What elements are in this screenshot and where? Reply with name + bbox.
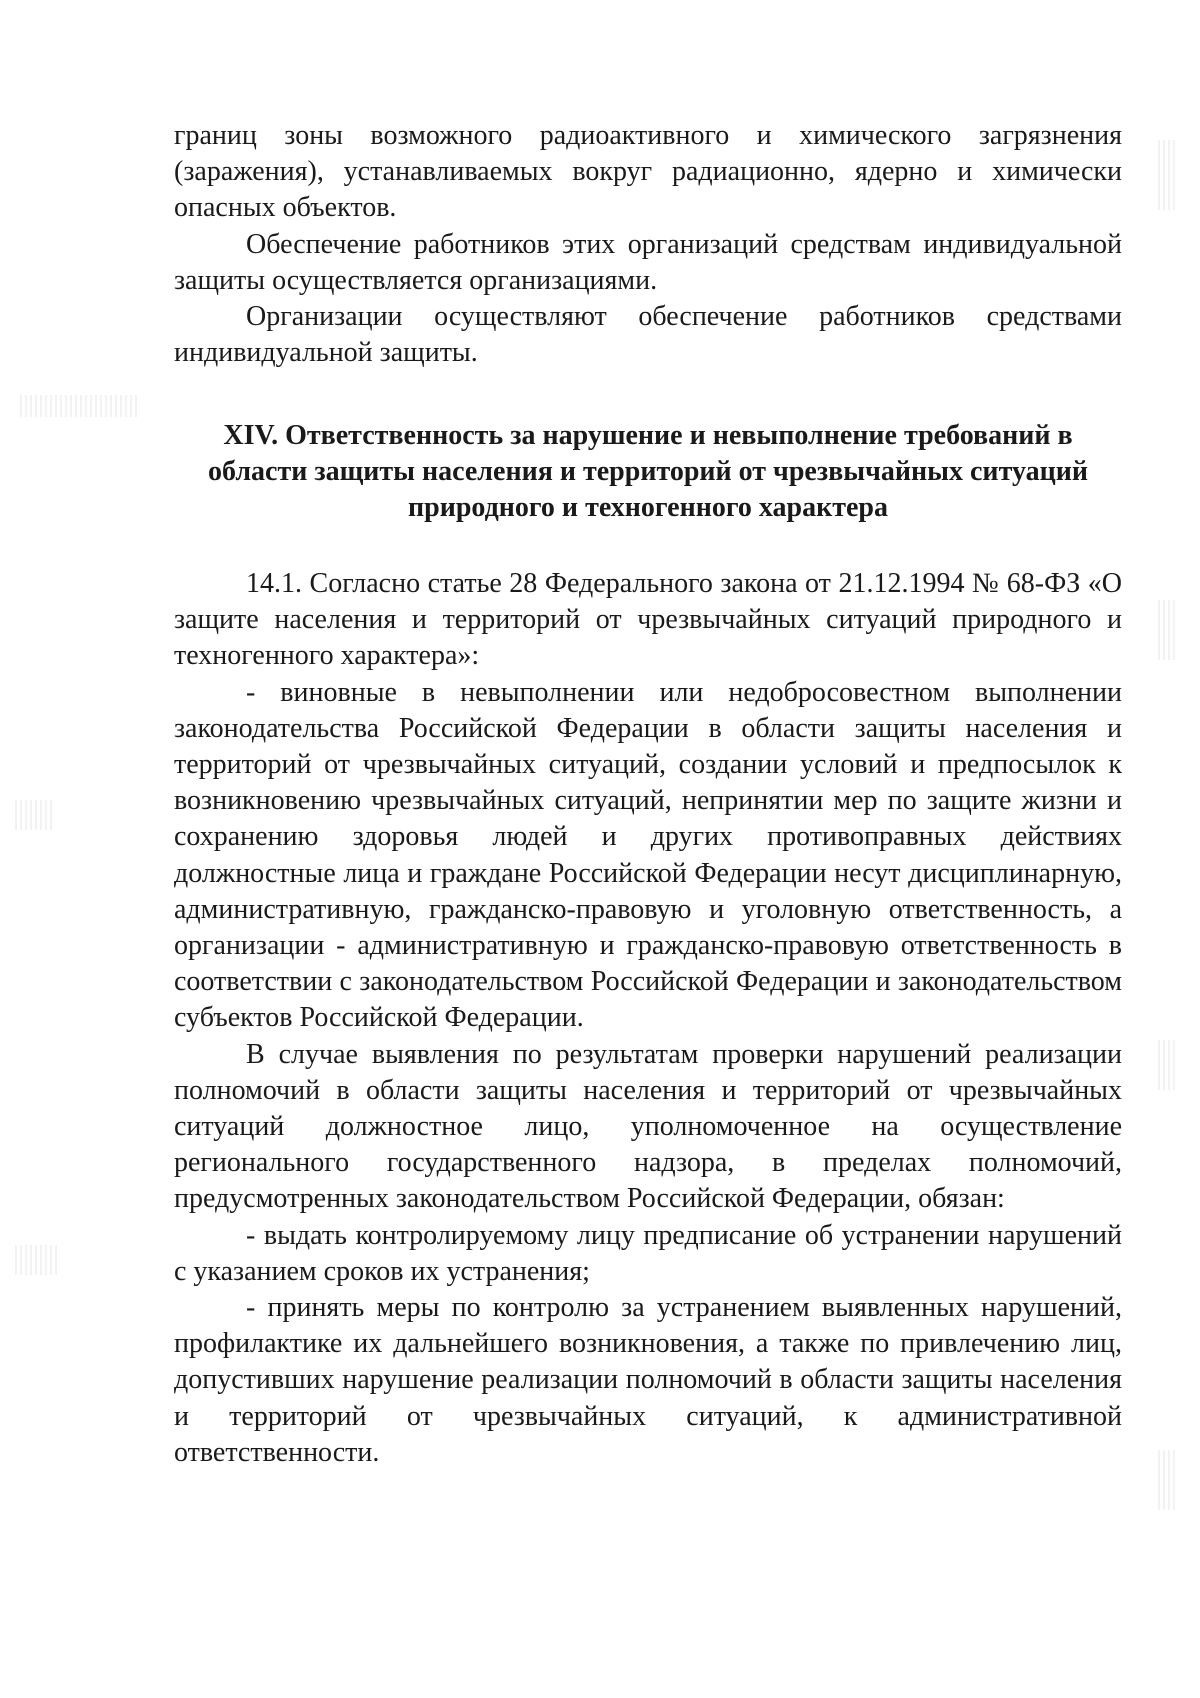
paragraph: - виновные в невыполнении или недобросовестном выполнении законодательства Российской Федерации в области защиты населения и территорий от чрезвычайных ситуаций, создании условий и предпосылок к возникновению чрезвычайных ситуаций, непринятии мер по защите жизни и сохранению здоровья людей и других противоправных действиях должностные лица и граждане Российской Федерации несут дисциплинарную, административную, гражданско-правовую и уголовную ответственность, а организации - административную и гражданско-правовую ответственность в соответствии с законодательством Российской Федерации и законодательством субъектов Российской Федерации.	[174, 676, 1122, 1034]
scan-artifact	[1158, 1450, 1176, 1510]
paragraph: - принять меры по контролю за устранением выявленных нарушений, профилактике их дальнейшего возникновения, а также по привлечению лиц, допустивших нарушение реализации полномочий в области защиты населения и территорий от чрезвычайных ситуаций, к административной ответственности.	[174, 1292, 1122, 1468]
heading-line: природного и техногенного характера	[408, 492, 888, 523]
heading-line: области защиты населения и территорий от чрезвычайных ситуаций	[208, 456, 1088, 487]
scan-artifact	[15, 800, 55, 830]
paragraph: - выдать контролируемому лицу предписание об устранении нарушений с указанием сроков их устранения;	[174, 1219, 1122, 1287]
scan-artifact	[15, 1245, 60, 1275]
paragraph: Обеспечение работников этих организаций средствам индивидуальной защиты осуществляется организациями.	[174, 228, 1122, 296]
top-text-block	[174, 118, 1122, 371]
paragraph: В случае выявления по результатам проверки нарушений реализации полномочий в области защиты населения и территорий от чрезвычайных ситуаций должностное лицо, уполномоченное на осуществление регионального государственного надзора, в пределах полномочий, предусмотренных законодательством Российской Федерации, обязан:	[174, 1038, 1122, 1215]
scan-artifact	[1158, 1040, 1176, 1090]
paragraph: границ зоны возможного радиоактивного и химического загрязнения (заражения), устанавливаемых вокруг радиационно, ядерно и химически опасных объектов.	[174, 120, 1122, 224]
heading-line: XIV. Ответственность за нарушение и невыполнение требований в	[223, 420, 1073, 451]
scan-artifact	[20, 395, 140, 417]
section-heading	[174, 418, 1122, 526]
body-text-block	[174, 566, 1122, 1471]
scan-artifact	[1158, 600, 1176, 660]
paragraph: Организации осуществляют обеспечение работников средствами индивидуальной защиты.	[174, 301, 1122, 369]
scan-artifact	[1158, 140, 1176, 210]
paragraph: 14.1. Согласно статье 28 Федерального закона от 21.12.1994 № 68-ФЗ «О защите населения и территорий от чрезвычайных ситуаций природного и техногенного характера»:	[174, 568, 1122, 672]
